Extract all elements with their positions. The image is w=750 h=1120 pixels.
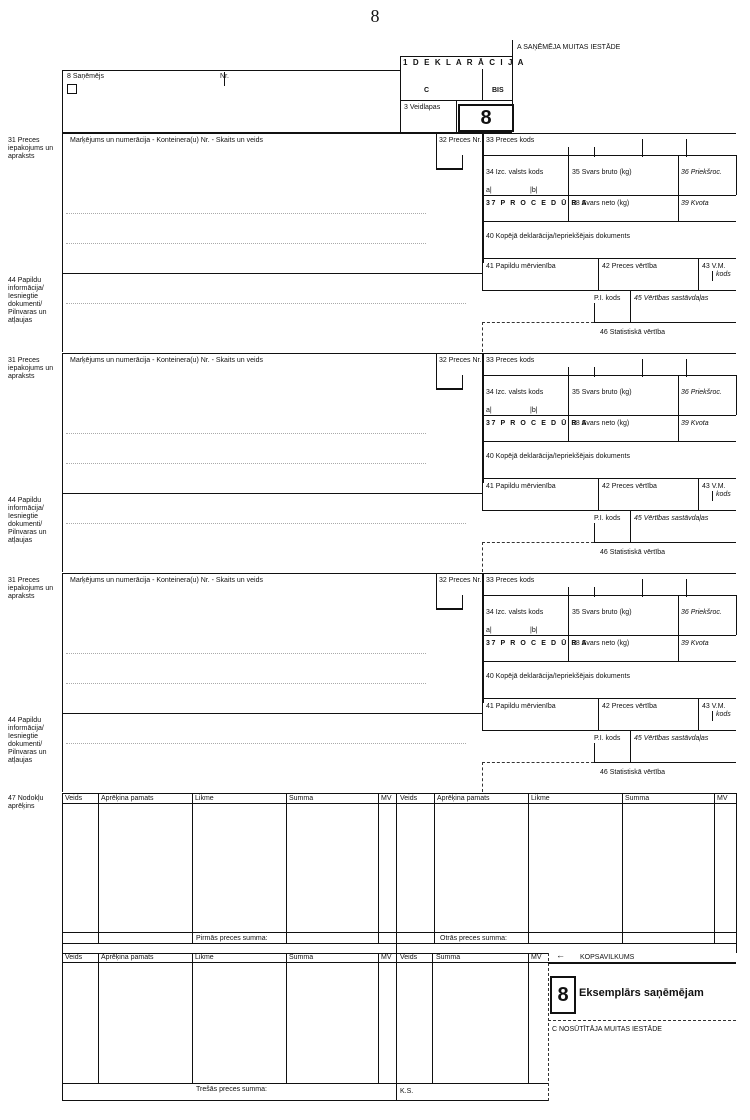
rule-line [62, 353, 63, 572]
origin-b-label: |b| [530, 627, 538, 634]
rule-line [482, 573, 484, 703]
net-mass-label: 38 Svars neto (kg) [572, 640, 630, 647]
valuation-method-code-label: kods [716, 491, 731, 498]
origin-country-label: 34 Izc. valsts kods [486, 609, 544, 616]
additional-info-label: 44 Papildu informācija/ Iesniegtie dokumenti/ Pilnvaras un atļaujas [8, 277, 47, 324]
rule-line [436, 353, 437, 389]
rule-line [594, 542, 736, 543]
rule-line [436, 388, 463, 390]
rule-line [436, 133, 437, 169]
marks-and-numbers-label: Marķējums un numerācija - Konteinera(u) Nr. - Skaits un veids [70, 137, 263, 144]
commodity-code-label: 33 Preces kods [486, 577, 535, 584]
net-mass-label: 38 Svars neto (kg) [572, 420, 630, 427]
rule-line [462, 375, 463, 389]
rule-line [482, 195, 736, 196]
procedure-label: 37 P R O C E D Ū R A [486, 640, 589, 647]
sender-office-label: C NOSŪTĪTĀJA MUITAS IESTĀDE [552, 1026, 662, 1033]
quota-label: 39 Kvota [681, 200, 709, 207]
rule-line [568, 375, 569, 415]
rule-line [630, 290, 631, 322]
rule-line [678, 415, 679, 441]
commodity-code-label: 33 Preces kods [486, 137, 535, 144]
procedure-label: 37 P R O C E D Ū R A [486, 420, 589, 427]
tax-col-sum-1: Summa [289, 795, 314, 802]
summary-col-sum: Summa [436, 954, 461, 961]
tax-col-type-3: Veids [65, 954, 83, 961]
rule-line [686, 579, 687, 597]
rule-line [678, 195, 679, 221]
valuation-adjustment-label: 45 Vērtības sastāvdaļas [634, 295, 709, 302]
tax-col-sum-2: Summa [625, 795, 650, 802]
rule-line [66, 683, 426, 684]
rule-line [436, 608, 463, 610]
rule-line [642, 359, 643, 377]
quota-label: 39 Kvota [681, 420, 709, 427]
rule-line [678, 635, 679, 661]
tax-col-rate-2: Likme [531, 795, 550, 802]
rule-line [66, 303, 466, 304]
rule-line [62, 573, 736, 574]
item-price-label: 42 Preces vērtība [602, 703, 657, 710]
rule-line [482, 155, 736, 156]
origin-country-label: 34 Izc. valsts kods [486, 169, 544, 176]
rule-line [482, 635, 736, 636]
tax-col-mv-1: MV [381, 795, 392, 802]
rule-line [642, 579, 643, 597]
origin-a-label: a| [486, 187, 492, 194]
rule-line [482, 221, 736, 222]
consignee-nr-label: Nr. [220, 73, 229, 80]
item-number-label: 32 Preces Nr. [439, 137, 482, 144]
rule-line [630, 730, 631, 762]
pi-code-label: P.I. kods [594, 735, 621, 742]
rule-line [62, 713, 482, 714]
previous-document-label: 40 Kopējā deklarācija/Iepriekšējais dokuments [486, 673, 630, 680]
rule-line [482, 730, 736, 731]
valuation-adjustment-label: 45 Vērtības sastāvdaļas [634, 735, 709, 742]
rule-line [482, 542, 594, 543]
supplementary-units-label: 41 Papildu mērvienība [486, 703, 556, 710]
rule-line [678, 595, 679, 635]
rule-line [482, 510, 736, 511]
rule-line [698, 258, 699, 290]
summary-arrow-icon: ← [556, 950, 565, 960]
rule-line [594, 303, 595, 322]
third-item-sum-label: Trešās preces summa: [196, 1086, 267, 1093]
rule-line [482, 133, 484, 263]
copy-recipient-label: Eksemplārs saņēmējam [579, 987, 704, 999]
rule-line [62, 133, 63, 352]
previous-document-label: 40 Kopējā deklarācija/Iepriekšējais dokuments [486, 453, 630, 460]
rule-line [62, 573, 63, 792]
rule-line [568, 155, 569, 195]
rule-line [482, 441, 736, 442]
rule-line [482, 698, 483, 730]
rule-line [712, 491, 713, 501]
origin-b-label: |b| [530, 187, 538, 194]
rule-line [482, 542, 483, 572]
valuation-method-label: 43 V.M. [702, 263, 726, 270]
ks-label: K.S. [400, 1088, 414, 1095]
rule-line [594, 743, 595, 762]
statistical-value-label: 46 Statistiskā vērtība [600, 549, 665, 556]
rule-line [594, 762, 736, 763]
supplementary-units-label: 41 Papildu mērvienība [486, 483, 556, 490]
rule-line [598, 258, 599, 290]
rule-line [678, 375, 679, 415]
rule-line [462, 155, 463, 169]
rule-line [62, 353, 736, 354]
goods-description-label: 31 Preces iepakojums un apraksts [8, 357, 54, 380]
item-price-label: 42 Preces vērtība [602, 483, 657, 490]
rule-line [594, 587, 595, 597]
goods-description-label: 31 Preces iepakojums un apraksts [8, 137, 54, 160]
pi-code-label: P.I. kods [594, 295, 621, 302]
tax-col-basis-2: Aprēķina pamats [437, 795, 490, 802]
rule-line [62, 133, 736, 134]
tax-col-type-1: Veids [65, 795, 83, 802]
rule-line [482, 353, 484, 483]
rule-line [482, 595, 736, 596]
summary-col-mv: MV [531, 954, 542, 961]
rule-line [482, 322, 594, 323]
valuation-adjustment-label: 45 Vērtības sastāvdaļas [634, 515, 709, 522]
declaration-letter-c: C [424, 87, 430, 94]
pi-code-label: P.I. kods [594, 515, 621, 522]
page-number: 8 [370, 6, 380, 26]
rule-line [62, 273, 482, 274]
second-item-sum-label: Otrās preces summa: [440, 935, 507, 942]
quota-label: 39 Kvota [681, 640, 709, 647]
gross-mass-label: 35 Svars bruto (kg) [572, 609, 632, 616]
marks-and-numbers-label: Marķējums un numerācija - Konteinera(u) Nr. - Skaits un veids [70, 357, 263, 364]
rule-line [568, 635, 569, 661]
preference-label: 36 Priekšroc. [681, 169, 722, 176]
valuation-method-code-label: kods [716, 271, 731, 278]
marks-and-numbers-label: Marķējums un numerācija - Konteinera(u) Nr. - Skaits un veids [70, 577, 263, 584]
declaration-bis: BIS [492, 87, 504, 94]
rule-line [482, 375, 736, 376]
rule-line [678, 155, 679, 195]
rule-line [594, 367, 595, 377]
rule-line [482, 290, 736, 291]
rule-line [568, 415, 569, 441]
rule-line [712, 271, 713, 281]
item-number-label: 32 Preces Nr. [439, 357, 482, 364]
statistical-value-label: 46 Statistiskā vērtība [600, 769, 665, 776]
rule-line [66, 653, 426, 654]
tax-col-mv-3: MV [381, 954, 392, 961]
rule-line [436, 168, 463, 170]
header-copy-number: 8 [458, 104, 514, 132]
net-mass-label: 38 Svars neto (kg) [572, 200, 630, 207]
previous-document-label: 40 Kopējā deklarācija/Iepriekšējais dokuments [486, 233, 630, 240]
rule-line [436, 573, 437, 609]
origin-country-label: 34 Izc. valsts kods [486, 389, 544, 396]
footer-copy-number: 8 [550, 976, 576, 1014]
preference-label: 36 Priekšroc. [681, 609, 722, 616]
rule-line [698, 698, 699, 730]
customs-office-label: A SAŅĒMĒJA MUITAS IESTĀDE [517, 44, 621, 51]
additional-info-label: 44 Papildu informācija/ Iesniegtie dokumenti/ Pilnvaras un atļaujas [8, 717, 47, 764]
tax-col-mv-2: MV [717, 795, 728, 802]
summary-col-type: Veids [400, 954, 418, 961]
rule-line [686, 359, 687, 377]
tax-col-basis-3: Aprēķina pamats [101, 954, 154, 961]
summary-label: KOPSAVILKUMS [580, 954, 635, 961]
declaration-title: 1 D E K L A R Ā C I J A [403, 58, 525, 67]
rule-line [594, 147, 595, 157]
rule-line [594, 523, 595, 542]
first-item-sum-label: Pirmās preces summa: [196, 935, 268, 942]
rule-line [598, 478, 599, 510]
rule-line [686, 139, 687, 157]
goods-description-label: 31 Preces iepakojums un apraksts [8, 577, 54, 600]
consignee-label: 8 Saņēmējs [67, 73, 104, 80]
tax-col-rate-3: Likme [195, 954, 214, 961]
item-number-label: 32 Preces Nr. [439, 577, 482, 584]
rule-line [482, 258, 483, 290]
rule-line [482, 322, 483, 352]
rule-line [712, 711, 713, 721]
item-price-label: 42 Preces vērtība [602, 263, 657, 270]
statistical-value-label: 46 Statistiskā vērtība [600, 329, 665, 336]
rule-line [66, 523, 466, 524]
tax-col-type-2: Veids [400, 795, 418, 802]
rule-line [568, 595, 569, 635]
rule-line [66, 743, 466, 744]
valuation-method-code-label: kods [716, 711, 731, 718]
origin-b-label: |b| [530, 407, 538, 414]
supplementary-units-label: 41 Papildu mērvienība [486, 263, 556, 270]
rule-line [736, 595, 737, 635]
rule-line [642, 139, 643, 157]
preference-label: 36 Priekšroc. [681, 389, 722, 396]
rule-line [736, 155, 737, 195]
rule-line [62, 493, 482, 494]
rule-line [482, 415, 736, 416]
tax-col-rate-1: Likme [195, 795, 214, 802]
rule-line [482, 478, 483, 510]
rule-line [66, 463, 426, 464]
rule-line [698, 478, 699, 510]
gross-mass-label: 35 Svars bruto (kg) [572, 169, 632, 176]
rule-line [568, 195, 569, 221]
gross-mass-label: 35 Svars bruto (kg) [572, 389, 632, 396]
rule-line [482, 762, 483, 792]
forms-label: 3 Veidlapas [404, 104, 441, 111]
rule-line [630, 510, 631, 542]
rule-line [594, 322, 736, 323]
valuation-method-label: 43 V.M. [702, 703, 726, 710]
procedure-label: 37 P R O C E D Ū R A [486, 200, 589, 207]
rule-line [66, 213, 426, 214]
rule-line [736, 375, 737, 415]
rule-line [66, 243, 426, 244]
additional-info-label: 44 Papildu informācija/ Iesniegtie dokumenti/ Pilnvaras un atļaujas [8, 497, 47, 544]
valuation-method-label: 43 V.M. [702, 483, 726, 490]
rule-line [462, 595, 463, 609]
consignee-checkbox[interactable] [67, 84, 77, 94]
origin-a-label: a| [486, 407, 492, 414]
rule-line [66, 433, 426, 434]
rule-line [482, 661, 736, 662]
rule-line [598, 698, 599, 730]
origin-a-label: a| [486, 627, 492, 634]
commodity-code-label: 33 Preces kods [486, 357, 535, 364]
tax-col-sum-3: Summa [289, 954, 314, 961]
tax-col-basis-1: Aprēķina pamats [101, 795, 154, 802]
tax-box-label: 47 Nodokļu aprēķins [8, 795, 44, 810]
rule-line [482, 762, 594, 763]
